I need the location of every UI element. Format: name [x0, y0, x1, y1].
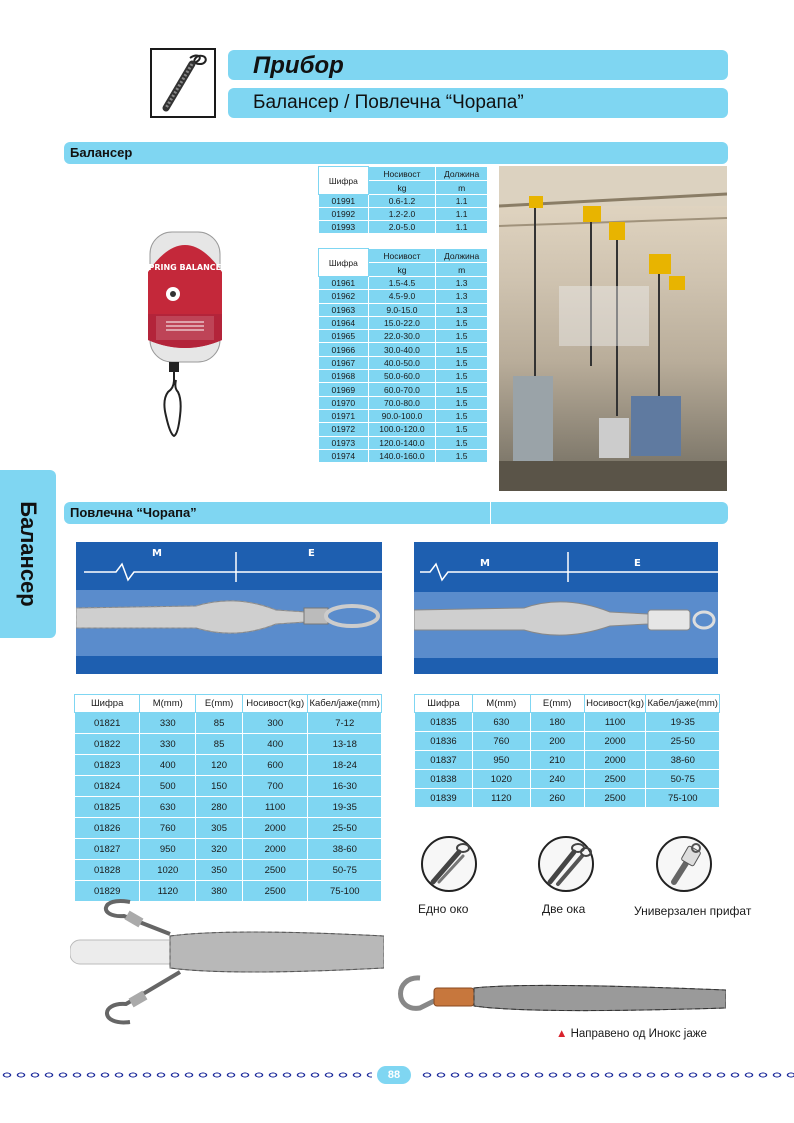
table-row: [75, 713, 382, 734]
table-cell: 1020: [473, 770, 531, 789]
table-header-cell: Шифра: [319, 249, 369, 277]
table-cell: 01839: [415, 789, 473, 808]
dimension-m-label: M: [480, 558, 490, 569]
table-cell: 01825: [75, 797, 140, 818]
table-header-cell: M(mm): [473, 695, 531, 713]
table-row: [319, 383, 488, 396]
table-cell: 01968: [319, 370, 369, 383]
table-row: [319, 208, 488, 221]
table-cell: 1020: [140, 860, 196, 881]
table-row: [415, 732, 720, 751]
table-cell: 15.0-22.0: [368, 316, 436, 329]
table-row: [75, 734, 382, 755]
table-cell: 01963: [319, 303, 369, 316]
table-cell: 1.5: [436, 343, 488, 356]
table-cell: 01837: [415, 751, 473, 770]
page-number: 88: [377, 1066, 411, 1084]
factory-balancer-photo: [499, 166, 727, 491]
option-label-single-eye: Едно око: [418, 902, 469, 916]
side-category-label: Балансер: [16, 501, 41, 607]
table-row: [319, 303, 488, 316]
table-cell: 1.2-2.0: [368, 208, 436, 221]
spring-balancer-image: [140, 222, 230, 444]
double-eye-icon: [538, 836, 594, 892]
section-bar-balancer: [64, 142, 728, 164]
table-cell: 01970: [319, 396, 369, 409]
table-cell: 950: [140, 839, 196, 860]
table-cell: 120: [196, 755, 243, 776]
table-header-cell: Кабел/јаже(mm): [646, 695, 720, 713]
table-cell: 210: [530, 751, 584, 770]
table-cell: 4.5-9.0: [368, 290, 436, 303]
table-cell: 305: [196, 818, 243, 839]
table-cell: 280: [196, 797, 243, 818]
table-cell: 140.0-160.0: [368, 449, 436, 462]
table-cell: 50.0-60.0: [368, 370, 436, 383]
footer-chain-right: [420, 1069, 794, 1081]
table-cell: 630: [473, 713, 531, 732]
table-unit-cell: kg: [368, 263, 436, 277]
sock-diagram-swivel: [414, 542, 718, 674]
table-cell: 1.5: [436, 316, 488, 329]
table-cell: 350: [196, 860, 243, 881]
cable-sock-icon: [152, 50, 214, 116]
balancer-table-small: [318, 166, 488, 234]
table-cell: 01991: [319, 195, 369, 208]
table-cell: 01965: [319, 330, 369, 343]
table-cell: 1.5: [436, 370, 488, 383]
balancer-table-large: [318, 248, 488, 463]
note-text: Направено од Инокс јаже: [570, 1028, 707, 1040]
table-cell: 400: [242, 734, 308, 755]
table-unit-cell: kg: [368, 181, 436, 195]
table-cell: 1.5: [436, 409, 488, 422]
table-cell: 150: [196, 776, 243, 797]
table-row: [319, 423, 488, 436]
table-header-cell: E(mm): [196, 695, 243, 713]
sock-diagram-single-eye: [76, 542, 382, 674]
table-cell: 2500: [242, 881, 308, 902]
table-cell: 25-50: [308, 818, 382, 839]
table-cell: 01962: [319, 290, 369, 303]
table-row: [75, 818, 382, 839]
table-cell: 90.0-100.0: [368, 409, 436, 422]
table-row: [319, 343, 488, 356]
balancer-label-text: SPRING BALANCER: [142, 263, 228, 272]
table-row: [75, 755, 382, 776]
table-cell: 300: [242, 713, 308, 734]
table-cell: 630: [140, 797, 196, 818]
table-cell: 1120: [473, 789, 531, 808]
table-cell: 0.6-1.2: [368, 195, 436, 208]
table-cell: 01822: [75, 734, 140, 755]
sock-table-single-eye: [74, 694, 382, 902]
table-cell: 01974: [319, 449, 369, 462]
table-cell: 760: [473, 732, 531, 751]
table-cell: 38-60: [308, 839, 382, 860]
table-cell: 01967: [319, 356, 369, 369]
table-cell: 100.0-120.0: [368, 423, 436, 436]
table-row: [319, 195, 488, 208]
sock-table-swivel: [414, 694, 720, 808]
table-header-cell: Должина: [436, 167, 488, 181]
table-row: [75, 860, 382, 881]
table-cell: 22.0-30.0: [368, 330, 436, 343]
table-cell: 1.5: [436, 423, 488, 436]
table-cell: 13-18: [308, 734, 382, 755]
table-cell: 85: [196, 734, 243, 755]
page-title: Прибор: [253, 52, 344, 79]
table-cell: 1.1: [436, 208, 488, 221]
table-cell: 2500: [242, 860, 308, 881]
table-cell: 01964: [319, 316, 369, 329]
table-row: [319, 290, 488, 303]
table-cell: 1.5: [436, 330, 488, 343]
table-cell: 85: [196, 713, 243, 734]
table-cell: 01827: [75, 839, 140, 860]
table-cell: 1.1: [436, 221, 488, 234]
table-cell: 2500: [584, 770, 646, 789]
table-row: [415, 751, 720, 770]
table-cell: 01838: [415, 770, 473, 789]
table-cell: 25-50: [646, 732, 720, 751]
table-row: [319, 436, 488, 449]
table-cell: 9.0-15.0: [368, 303, 436, 316]
table-row: [75, 839, 382, 860]
table-cell: 01835: [415, 713, 473, 732]
inox-sock-photo: [390, 968, 726, 1024]
section-divider: [490, 502, 491, 524]
table-cell: 01821: [75, 713, 140, 734]
table-cell: 2000: [584, 751, 646, 770]
table-cell: 1.5: [436, 356, 488, 369]
table-row: [319, 316, 488, 329]
table-cell: 30.0-40.0: [368, 343, 436, 356]
table-cell: 50-75: [646, 770, 720, 789]
side-category-tab: [0, 470, 56, 638]
table-cell: 75-100: [308, 881, 382, 902]
table-row: [319, 409, 488, 422]
table-cell: 1.5: [436, 449, 488, 462]
table-cell: 1.3: [436, 303, 488, 316]
table-cell: 01836: [415, 732, 473, 751]
table-cell: 01966: [319, 343, 369, 356]
table-row: [319, 330, 488, 343]
table-cell: 01972: [319, 423, 369, 436]
table-row: [415, 770, 720, 789]
table-cell: 40.0-50.0: [368, 356, 436, 369]
table-header-cell: Носивост: [368, 249, 436, 263]
dimension-e-label: E: [634, 558, 641, 569]
table-row: [415, 789, 720, 808]
table-cell: 38-60: [646, 751, 720, 770]
table-cell: 18-24: [308, 755, 382, 776]
table-cell: 380: [196, 881, 243, 902]
table-header-cell: Кабел/јаже(mm): [308, 695, 382, 713]
table-cell: 01993: [319, 221, 369, 234]
table-cell: 1100: [242, 797, 308, 818]
note-marker-icon: ▲: [556, 1028, 568, 1040]
table-cell: 400: [140, 755, 196, 776]
table-header-cell: Носивост(kg): [584, 695, 646, 713]
table-cell: 1.5: [436, 436, 488, 449]
table-cell: 01971: [319, 409, 369, 422]
table-cell: 7-12: [308, 713, 382, 734]
table-unit-cell: m: [436, 181, 488, 195]
table-cell: 2500: [584, 789, 646, 808]
table-cell: 01829: [75, 881, 140, 902]
table-cell: 01826: [75, 818, 140, 839]
table-cell: 260: [530, 789, 584, 808]
option-label-double-eye: Две ока: [542, 902, 586, 916]
table-row: [319, 449, 488, 462]
table-row: [319, 277, 488, 290]
table-cell: 200: [530, 732, 584, 751]
dimension-e-label: E: [308, 548, 315, 559]
table-row: [319, 396, 488, 409]
table-cell: 16-30: [308, 776, 382, 797]
table-cell: 320: [196, 839, 243, 860]
table-row: [319, 221, 488, 234]
dimension-m-label: M: [152, 548, 162, 559]
table-cell: 120.0-140.0: [368, 436, 436, 449]
table-cell: 1.3: [436, 290, 488, 303]
product-thumbnail: [150, 48, 216, 118]
table-cell: 330: [140, 734, 196, 755]
table-cell: 2.0-5.0: [368, 221, 436, 234]
table-cell: 01992: [319, 208, 369, 221]
table-row: [75, 776, 382, 797]
table-header-cell: Носивост: [368, 167, 436, 181]
table-cell: 01969: [319, 383, 369, 396]
section-title-balancer: Балансер: [70, 145, 133, 160]
table-cell: 600: [242, 755, 308, 776]
table-header-cell: Шифра: [75, 695, 140, 713]
footer-chain-left: [0, 1069, 372, 1081]
table-cell: 19-35: [308, 797, 382, 818]
table-cell: 1.5: [436, 396, 488, 409]
page-subtitle: Балансер / Повлечна “Чорапа”: [253, 92, 524, 113]
table-cell: 1120: [140, 881, 196, 902]
table-cell: 180: [530, 713, 584, 732]
table-header-cell: Шифра: [319, 167, 369, 195]
table-cell: 60.0-70.0: [368, 383, 436, 396]
table-cell: 760: [140, 818, 196, 839]
table-cell: 2000: [242, 818, 308, 839]
table-unit-cell: m: [436, 263, 488, 277]
table-cell: 330: [140, 713, 196, 734]
material-note: [556, 1028, 707, 1040]
table-header-cell: E(mm): [530, 695, 584, 713]
table-cell: 01973: [319, 436, 369, 449]
universal-swivel-icon: [656, 836, 712, 892]
table-row: [319, 356, 488, 369]
table-cell: 1.3: [436, 277, 488, 290]
table-row: [75, 797, 382, 818]
table-cell: 1.1: [436, 195, 488, 208]
table-cell: 700: [242, 776, 308, 797]
table-cell: 70.0-80.0: [368, 396, 436, 409]
table-row: [319, 370, 488, 383]
table-cell: 75-100: [646, 789, 720, 808]
table-cell: 240: [530, 770, 584, 789]
table-cell: 19-35: [646, 713, 720, 732]
table-header-cell: M(mm): [140, 695, 196, 713]
table-cell: 950: [473, 751, 531, 770]
table-cell: 2000: [584, 732, 646, 751]
table-cell: 2000: [242, 839, 308, 860]
table-cell: 1.5: [436, 383, 488, 396]
single-eye-icon: [421, 836, 477, 892]
table-cell: 1.5-4.5: [368, 277, 436, 290]
table-cell: 01823: [75, 755, 140, 776]
option-label-universal: Универзален прифат: [634, 904, 752, 918]
table-header-cell: Носивост(kg): [242, 695, 308, 713]
table-row: [415, 713, 720, 732]
table-cell: 50-75: [308, 860, 382, 881]
table-header-cell: Шифра: [415, 695, 473, 713]
table-cell: 01828: [75, 860, 140, 881]
table-cell: 1100: [584, 713, 646, 732]
table-cell: 01961: [319, 277, 369, 290]
section-title-sock: Повлечна “Чорапа”: [70, 505, 197, 520]
table-cell: 500: [140, 776, 196, 797]
double-eye-sock-photo: [70, 892, 384, 1032]
table-header-cell: Должина: [436, 249, 488, 263]
table-cell: 01824: [75, 776, 140, 797]
